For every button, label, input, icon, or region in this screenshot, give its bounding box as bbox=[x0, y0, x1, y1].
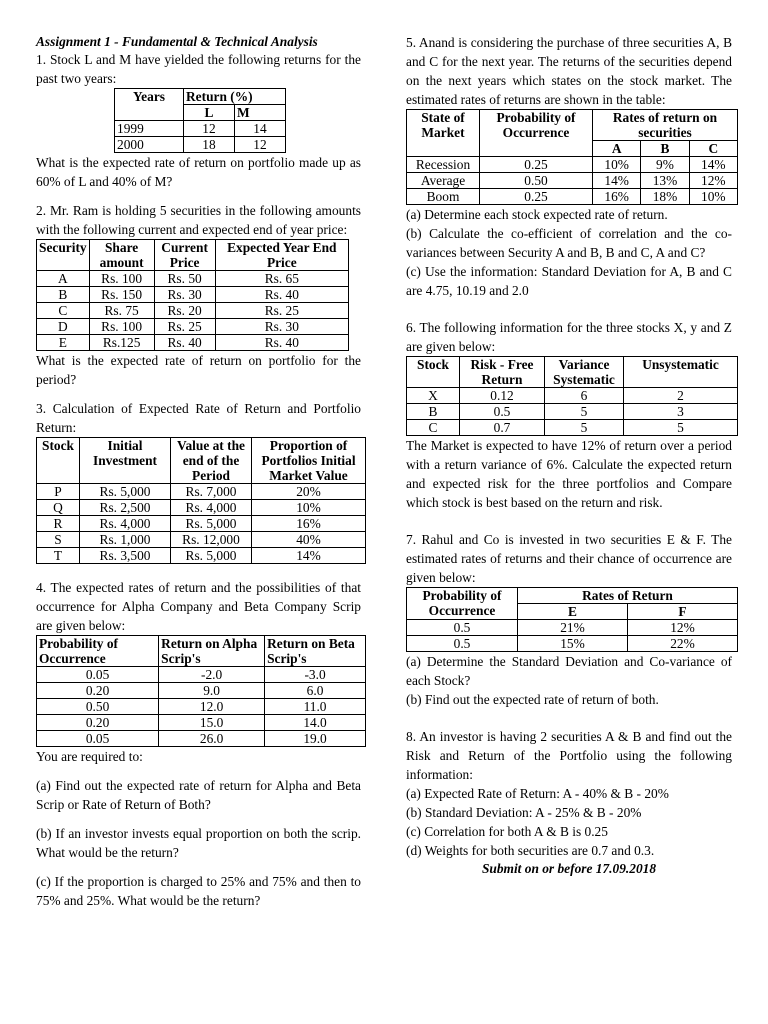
table-row: B Rs. 150 Rs. 30 Rs. 40 bbox=[37, 287, 349, 303]
q4-table bbox=[36, 635, 366, 747]
q7-header-rates: Rates of Return bbox=[518, 588, 738, 604]
q4-required: You are required to: bbox=[36, 749, 143, 764]
table-row: B 0.5 5 3 bbox=[407, 404, 738, 420]
table-row: 2000 18 12 bbox=[115, 137, 286, 153]
q5-table bbox=[406, 109, 738, 205]
q3-header-stock: Stock bbox=[37, 438, 80, 484]
q5-part-a: (a) Determine each stock expected rate of return. bbox=[406, 207, 668, 222]
q2-question: What is the expected rate of return on portfolio for the period? bbox=[36, 353, 361, 387]
q5-header-state: State of Market bbox=[407, 110, 480, 157]
q1-header-m: M bbox=[234, 105, 285, 121]
table-row: P Rs. 5,000 Rs. 7,000 20% bbox=[37, 484, 366, 500]
table-row: X 0.12 6 2 bbox=[407, 388, 738, 404]
q4-header-beta: Return on Beta Scrip's bbox=[265, 636, 366, 667]
q2-header-current: Current Price bbox=[154, 240, 215, 271]
q4-header-prob: Probability of Occurrence bbox=[37, 636, 159, 667]
q2-header-security: Security bbox=[37, 240, 90, 271]
q6-text: 6. The following information for the three stocks X, y and Z are given below: bbox=[406, 320, 732, 354]
q6-header-riskfree: Risk - Free Return bbox=[460, 357, 545, 388]
table-row: 0.20 15.0 14.0 bbox=[37, 715, 366, 731]
q6-header-unsystematic: Unsystematic bbox=[624, 357, 738, 388]
table-row: C 0.7 5 5 bbox=[407, 420, 738, 436]
q1-header-return: Return (%) bbox=[184, 89, 286, 105]
q5-header-rates: Rates of return on securities bbox=[593, 110, 738, 141]
q1-table bbox=[114, 88, 286, 153]
assignment-title: Assignment 1 - Fundamental & Technical Analysis bbox=[36, 34, 318, 49]
table-row: 0.5 21% 12% bbox=[407, 620, 738, 636]
q8-part-b: (b) Standard Deviation: A - 25% & B - 20% bbox=[406, 805, 642, 820]
table-row: E Rs.125 Rs. 40 Rs. 40 bbox=[37, 335, 349, 351]
submit-deadline: Submit on or before 17.09.2018 bbox=[481, 861, 657, 876]
q7-text: 7. Rahul and Co is invested in two securities E & F. The estimated rates of returns and their chance of occurrence are given below: bbox=[406, 532, 732, 585]
q3-table bbox=[36, 437, 366, 564]
q8-part-a: (a) Expected Rate of Return: A - 40% & B - 20% bbox=[406, 786, 669, 801]
table-row: 1999 12 14 bbox=[115, 121, 286, 137]
table-row: 0.20 9.0 6.0 bbox=[37, 683, 366, 699]
q2-text: 2. Mr. Ram is holding 5 securities in the following amounts with the following current and expected end of year price: bbox=[36, 203, 361, 237]
q1-header-l: L bbox=[184, 105, 235, 121]
q1-question: What is the expected rate of return on portfolio made up as 60% of L and 40% of M? bbox=[36, 155, 361, 189]
table-row: 0.05 -2.0 -3.0 bbox=[37, 667, 366, 683]
q8-text: 8. An investor is having 2 securities A & B and find out the Risk and Return of the Portfolio using the following information: bbox=[406, 729, 732, 782]
q1-header-years: Years bbox=[115, 89, 184, 121]
left-column bbox=[36, 33, 361, 910]
q2-table bbox=[36, 239, 349, 351]
q4-part-a: (a) Find out the expected rate of return for Alpha and Beta Scrip or Rate of Return of Both? bbox=[36, 778, 361, 812]
table-row: Recession 0.25 10% 9% 14% bbox=[407, 157, 738, 173]
q5-text: 5. Anand is considering the purchase of three securities A, B and C for the next year. The returns of the securities depend on the next years which states on the stock market. The estimated rates of returns are shown in the table: bbox=[406, 35, 732, 107]
table-row: T Rs. 3,500 Rs. 5,000 14% bbox=[37, 548, 366, 564]
table-row: D Rs. 100 Rs. 25 Rs. 30 bbox=[37, 319, 349, 335]
table-row: S Rs. 1,000 Rs. 12,000 40% bbox=[37, 532, 366, 548]
q2-header-share: Share amount bbox=[89, 240, 154, 271]
q7-header-f: F bbox=[628, 604, 738, 620]
q7-part-a: (a) Determine the Standard Deviation and Co-variance of each Stock? bbox=[406, 654, 732, 688]
q5-header-b: B bbox=[641, 141, 689, 157]
q8-part-d: (d) Weights for both securities are 0.7 and 0.3. bbox=[406, 843, 655, 858]
q5-header-prob: Probability of Occurrence bbox=[480, 110, 593, 157]
q6-after: The Market is expected to have 12% of return over a period with a return variance of 6%. Calculate the expected return and expected risk for the three portfolios and Compare which stock is best based on the return and risk. bbox=[406, 438, 732, 510]
table-row: 0.05 26.0 19.0 bbox=[37, 731, 366, 747]
right-column bbox=[406, 33, 732, 877]
table-row: C Rs. 75 Rs. 20 Rs. 25 bbox=[37, 303, 349, 319]
q5-header-a: A bbox=[593, 141, 641, 157]
q4-header-alpha: Return on Alpha Scrip's bbox=[159, 636, 265, 667]
table-row: Average 0.50 14% 13% 12% bbox=[407, 173, 738, 189]
q5-part-c: (c) Use the information: Standard Deviation for A, B and C are 4.75, 10.19 and 2.0 bbox=[406, 264, 732, 298]
q6-header-variance: Variance Systematic bbox=[545, 357, 624, 388]
q7-header-e: E bbox=[518, 604, 628, 620]
q6-table bbox=[406, 356, 738, 436]
q7-part-b: (b) Find out the expected rate of return of both. bbox=[406, 692, 659, 707]
table-row: A Rs. 100 Rs. 50 Rs. 65 bbox=[37, 271, 349, 287]
q3-header-value: Value at the end of the Period bbox=[171, 438, 252, 484]
q3-text: 3. Calculation of Expected Rate of Return and Portfolio Return: bbox=[36, 401, 361, 435]
q5-part-b: (b) Calculate the co-efficient of correlation and the co-variances between Security A and B, B and C, A and C? bbox=[406, 226, 732, 260]
table-row: 0.5 15% 22% bbox=[407, 636, 738, 652]
q3-header-proportion: Proportion of Portfolios Initial Market Value bbox=[252, 438, 366, 484]
q4-text: 4. The expected rates of return and the possibilities of that occurrence for Alpha Company and Beta Company Scrip are given below: bbox=[36, 580, 361, 633]
q6-header-stock: Stock bbox=[407, 357, 460, 388]
table-row: 0.50 12.0 11.0 bbox=[37, 699, 366, 715]
q7-table bbox=[406, 587, 738, 652]
table-row: Q Rs. 2,500 Rs. 4,000 10% bbox=[37, 500, 366, 516]
q3-header-initial: Initial Investment bbox=[80, 438, 171, 484]
table-row: R Rs. 4,000 Rs. 5,000 16% bbox=[37, 516, 366, 532]
q4-part-b: (b) If an investor invests equal proportion on both the scrip. What would be the return? bbox=[36, 826, 361, 860]
q1-text: 1. Stock L and M have yielded the following returns for the past two years: bbox=[36, 52, 361, 86]
q4-part-c: (c) If the proportion is charged to 25% and 75% and then to 75% and 25%. What would be the return? bbox=[36, 874, 361, 908]
q2-header-expected: Expected Year End Price bbox=[215, 240, 348, 271]
q5-header-c: C bbox=[689, 141, 737, 157]
table-row: Boom 0.25 16% 18% 10% bbox=[407, 189, 738, 205]
q8-part-c: (c) Correlation for both A & B is 0.25 bbox=[406, 824, 608, 839]
q7-header-prob: Probability of Occurrence bbox=[407, 588, 518, 620]
